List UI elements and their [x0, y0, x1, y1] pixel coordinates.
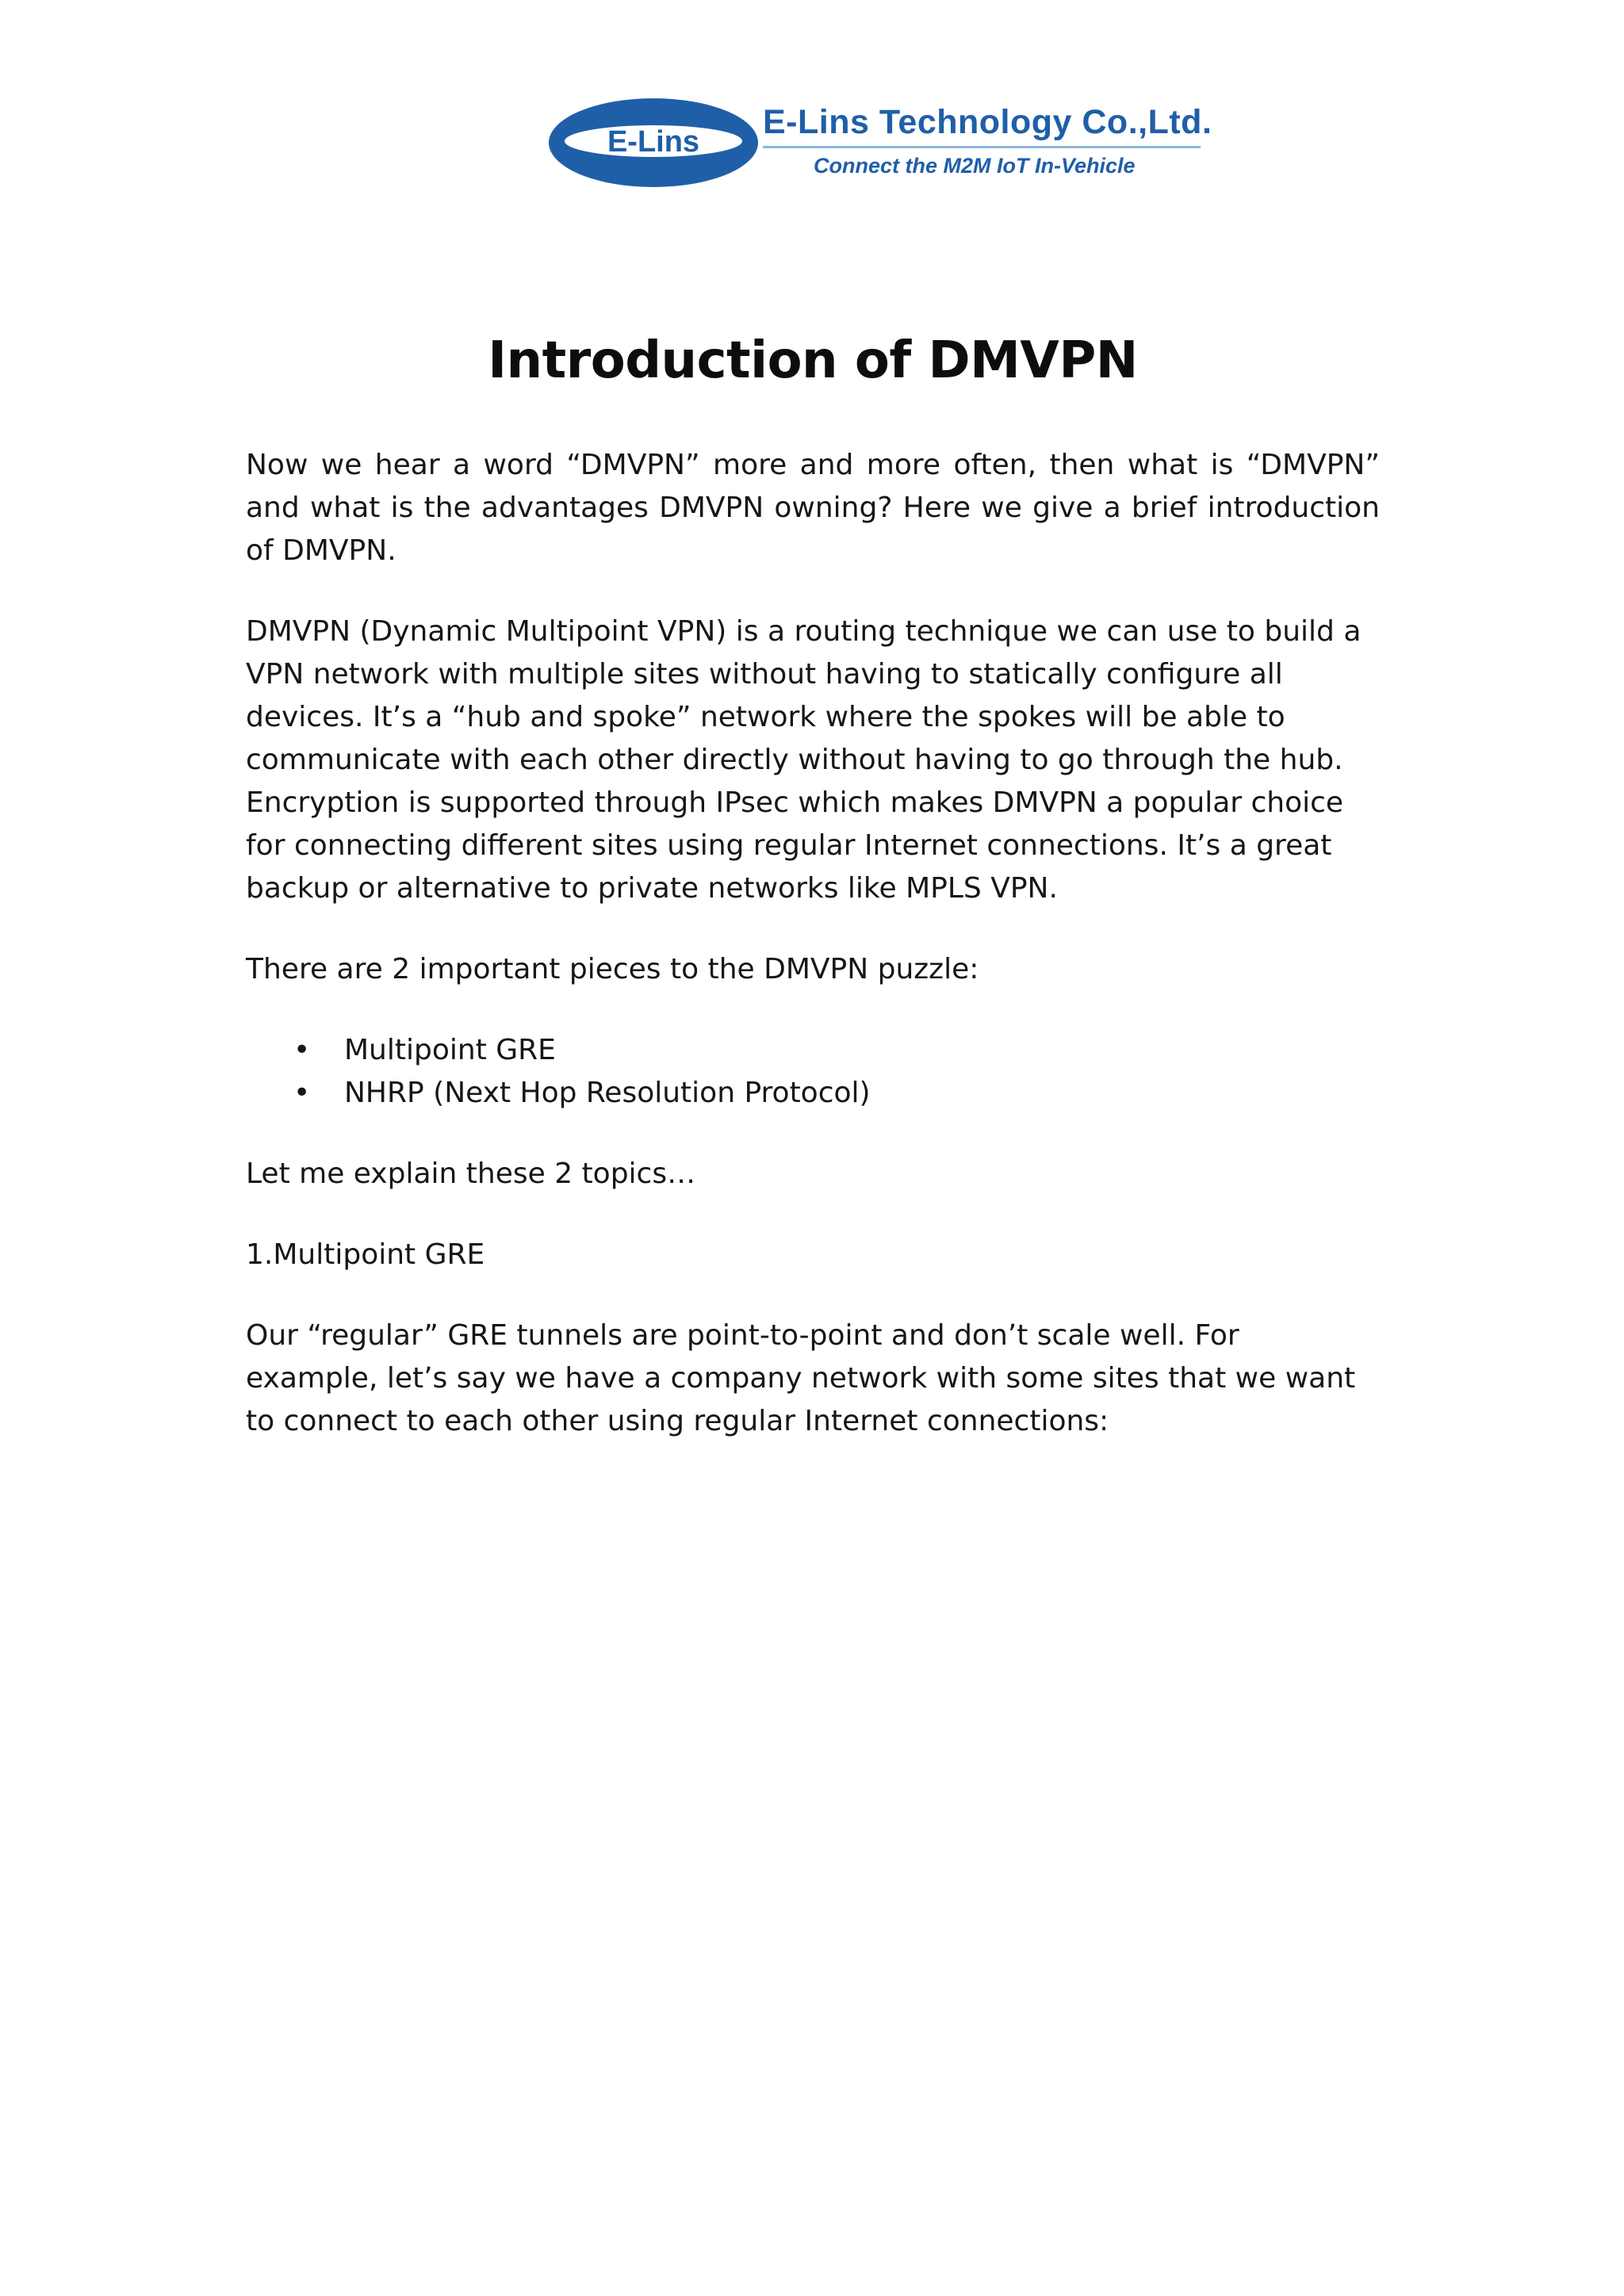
pieces-list	[246, 1029, 1380, 1115]
company-name: E-Lins Technology Co.,Ltd.	[763, 103, 1212, 141]
document-title: Introduction of DMVPN	[488, 331, 1138, 390]
e-lins-logo	[547, 97, 763, 189]
bullet-icon: •	[293, 1034, 311, 1066]
pieces-intro-paragraph: There are 2 important pieces to the DMVPN puzzle:	[246, 953, 979, 985]
list-item	[246, 1029, 1380, 1072]
logo-text: E-Lins	[607, 125, 700, 159]
intro-paragraph: Now we hear a word “DMVPN” more and more often, then what is “DMVPN” and what is the advantages DMVPN owning? Here we give a brief introduction of DMVPN.	[246, 449, 1380, 567]
document-body	[246, 444, 1380, 1481]
company-tagline: Connect the M2M IoT In-Vehicle	[814, 154, 1136, 178]
explain-paragraph: Let me explain these 2 topics…	[246, 1158, 696, 1190]
section-heading: 1.Multipoint GRE	[246, 1238, 485, 1271]
list-item-label: Multipoint GRE	[344, 1034, 556, 1066]
gre-paragraph: Our “regular” GRE tunnels are point-to-point and don’t scale well. For example, let’s say we have a company network with some sites that we want to connect to each other using regular Internet connections:	[246, 1319, 1356, 1437]
list-item	[246, 1072, 1380, 1115]
list-item-label: NHRP (Next Hop Resolution Protocol)	[344, 1077, 871, 1109]
header-rule	[763, 146, 1201, 148]
definition-paragraph: DMVPN (Dynamic Multipoint VPN) is a routing technique we can use to build a VPN network with multiple sites without having to statically configure all devices. It’s a “hub and spoke” network where the spokes will be able to communicate with each other directly without having to go through the hub. Encryption is supported through IPsec which makes DMVPN a popular choice for connecting different sites using regular Internet connections. It’s a great backup or alternative to private networks like MPLS VPN.	[246, 615, 1362, 905]
bullet-icon: •	[293, 1077, 311, 1109]
document-header	[547, 97, 1213, 200]
